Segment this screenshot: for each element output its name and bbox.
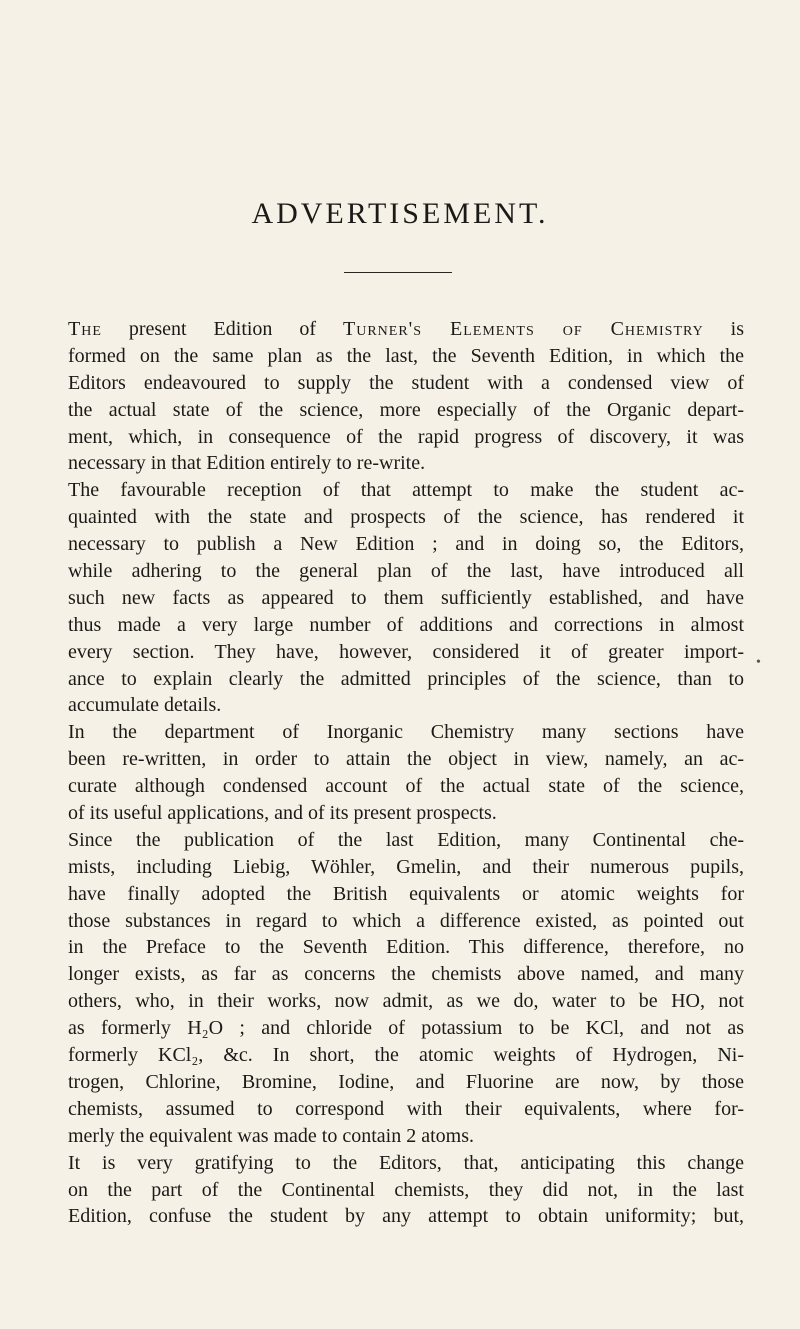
text-line: while adhering to the general plan of the last, have introduced all	[68, 560, 744, 583]
text-line: ment, which, in consequence of the rapid progress of discovery, it was	[68, 425, 744, 448]
marginal-mark: •	[756, 655, 761, 670]
small-caps-text: The	[68, 318, 102, 340]
text-line: The favourable reception of that attempt to make the student ac-	[68, 479, 744, 502]
heading-rule	[344, 272, 452, 273]
text-line: as formerly H₂O ; and chloride of potassium to be KCl, and not as	[68, 1017, 744, 1040]
text-line: necessary to publish a New Edition ; and in doing so, the Editors,	[68, 533, 744, 556]
paragraph	[68, 1150, 744, 1231]
text-line: have finally adopted the British equivalents or atomic weights for	[68, 882, 744, 905]
text-line: ance to explain clearly the admitted principles of the science, than to	[68, 667, 744, 690]
text-line: trogen, Chlorine, Bromine, Iodine, and Fluorine are now, by those	[68, 1070, 744, 1093]
text-line: longer exists, as far as concerns the chemists above named, and many	[68, 963, 744, 986]
paragraph	[68, 719, 744, 827]
text-line: merly the equivalent was made to contain 2 atoms.	[68, 1124, 474, 1147]
line-fragment: present Edition of	[101, 318, 343, 340]
text-line: in the Preface to the Seventh Edition. This difference, therefore, no	[68, 936, 744, 959]
text-line: of its useful applications, and of its present prospects.	[68, 802, 497, 825]
text-line: quainted with the state and prospects of the science, has rendered it	[68, 506, 744, 529]
paragraph	[68, 477, 744, 719]
text-line: It is very gratifying to the Editors, that, anticipating this change	[68, 1151, 744, 1174]
text-line: accumulate details.	[68, 694, 222, 717]
text-line: formerly KCl₂, &c. In short, the atomic weights of Hydrogen, Ni-	[68, 1044, 744, 1067]
paragraph	[68, 316, 744, 477]
text-line: Edition, confuse the student by any attempt to obtain uniformity; but,	[68, 1205, 744, 1228]
text-line: others, who, in their works, now admit, as we do, water to be HO, not	[68, 990, 744, 1013]
text-line: chemists, assumed to correspond with their equivalents, where for-	[68, 1097, 744, 1120]
text-line: been re-written, in order to attain the object in view, namely, an ac-	[68, 748, 744, 771]
text-line: necessary in that Edition entirely to re-write.	[68, 452, 426, 475]
text-line: every section. They have, however, considered it of greater import-	[68, 640, 744, 663]
text-line: Editors endeavoured to supply the student with a condensed view of	[68, 371, 744, 394]
page-heading: ADVERTISEMENT.	[251, 197, 549, 230]
text-line	[68, 316, 744, 343]
text-line: Since the publication of the last Edition, many Continental che-	[68, 828, 744, 851]
text-line: mists, including Liebig, Wöhler, Gmelin, and their numerous pupils,	[68, 855, 744, 878]
text-line: the actual state of the science, more especially of the Organic depart-	[68, 398, 744, 421]
text-line: curate although condensed account of the actual state of the science,	[68, 775, 744, 798]
text-line: those substances in regard to which a difference existed, as pointed out	[68, 909, 744, 932]
line-fragment: is	[703, 318, 744, 340]
text-line: such new facts as appeared to them sufficiently established, and have	[68, 586, 744, 609]
paragraph	[68, 827, 744, 1150]
text-line: formed on the same plan as the last, the Seventh Edition, in which the	[68, 344, 744, 367]
small-caps-text: Turner's Elements of Chemistry	[343, 318, 704, 340]
text-line: thus made a very large number of additions and corrections in almost	[68, 613, 744, 636]
body-text	[68, 316, 744, 1230]
text-line: In the department of Inorganic Chemistry many sections have	[68, 721, 744, 744]
text-line: on the part of the Continental chemists, they did not, in the last	[68, 1178, 744, 1201]
